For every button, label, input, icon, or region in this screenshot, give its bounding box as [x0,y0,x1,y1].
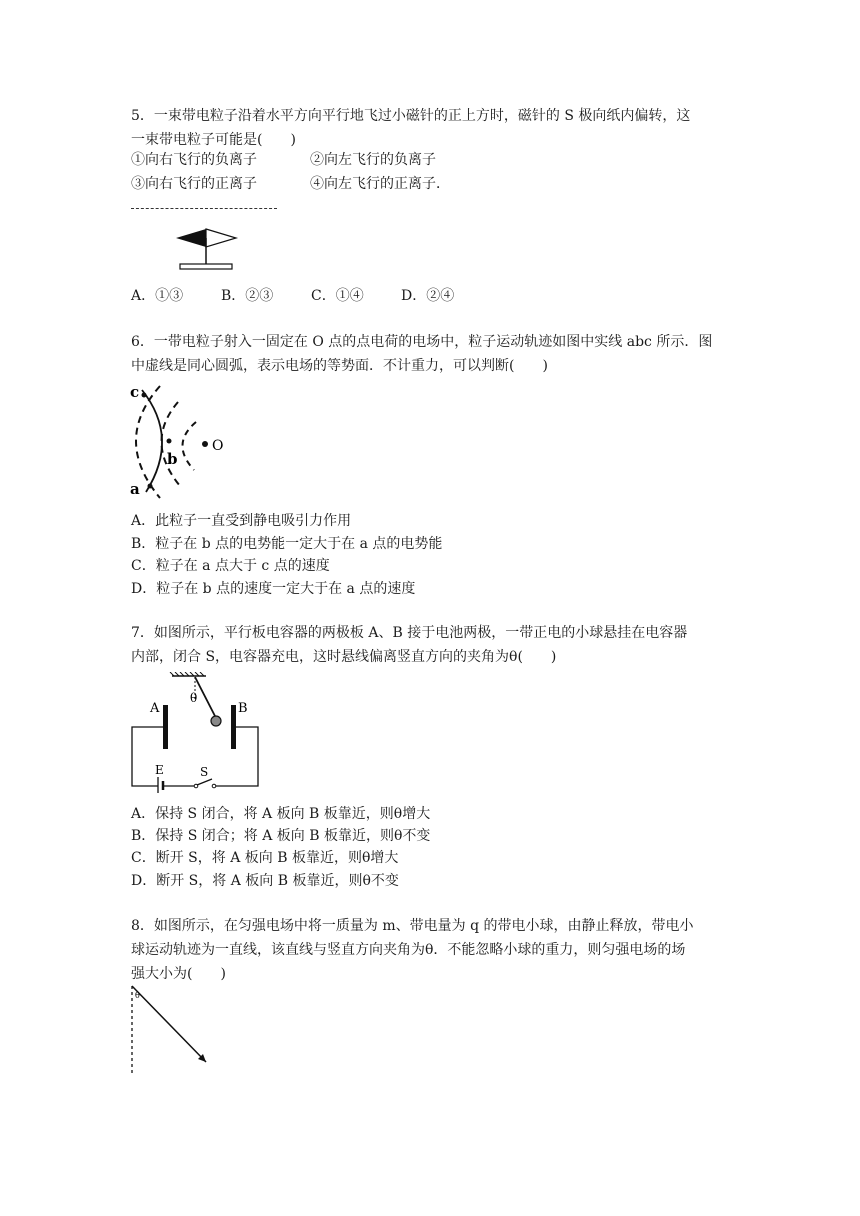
question-7-line-2: 内部，闭合 S，电容器充电，这时悬线偏离竖直方向的夹角为θ( ) [131,649,557,665]
question-6-line-2: 中虚线是同心圆弧，表示电场的等势面．不计重力，可以判断( ) [131,358,548,374]
wire-right [216,727,258,786]
label-o: O [212,438,224,454]
suspension-thread [195,677,216,718]
question-6-choice-d: D．粒子在 b 点的速度一定大于在 a 点的速度 [131,581,416,597]
question-7-choice-c: C．断开 S，将 A 板向 B 板靠近，则θ增大 [131,850,399,866]
question-5-choice-a: A．①③ [131,288,184,304]
question-6-stem [131,330,731,378]
trajectory-line [132,986,206,1062]
point-c [142,393,147,398]
question-6-choice-c: C．粒子在 a 点大于 c 点的速度 [131,558,330,574]
label-c: c [130,383,140,401]
question-5-choice-c: C．①④ [311,288,364,304]
needle-base [180,264,232,269]
question-7-choice-d: D．断开 S，将 A 板向 B 板靠近，则θ不变 [131,873,399,889]
question-6-choice-a: A．此粒子一直受到静电吸引力作用 [131,513,352,529]
needle-dark-half [176,229,206,247]
point-o [202,441,208,447]
compass-needle-figure [170,226,240,272]
question-6-line-1: 6．一带电粒子射入一固定在 O 点的点电荷的电场中，粒子运动轨迹如图中实线 abc 所示．图 [131,334,713,350]
question-7-stem [131,621,731,669]
equipotential-figure [120,378,240,500]
question-6-choice-b: B．粒子在 b 点的电势能一定大于在 a 点的电势能 [131,536,443,552]
label-battery: E [155,763,164,777]
question-5-item-2: ②向左飞行的负离子 [310,152,436,168]
point-a [148,484,153,489]
label-b: b [167,450,178,468]
question-7-choice-a: A．保持 S 闭合，将 A 板向 B 板靠近，则θ增大 [131,806,431,822]
question-5-line-1: 5．一束带电粒子沿着水平方向平行地飞过小磁针的正上方时，磁针的 S 极向纸内偏转，这 [131,108,691,124]
question-5-stem [131,104,731,152]
question-8-stem [131,914,731,986]
point-b [167,439,172,444]
switch-blade [197,779,212,785]
plate-a [163,705,168,749]
question-5-choice-b: B．②③ [221,288,274,304]
trajectory-angle-figure [126,984,216,1076]
wire-dashed-line [131,208,277,209]
switch-contact [212,784,216,788]
label-plate-a: A [150,701,160,716]
question-5-choice-d: D．②④ [401,288,455,304]
question-5-item-1: ①向右飞行的负离子 [131,152,257,168]
question-5-item-3: ③向右飞行的正离子 [131,176,257,192]
equipotential-arc-middle [161,402,180,486]
equipotential-arc-inner [182,422,196,470]
question-5-line-2: 一束带电粒子可能是( ) [131,132,296,148]
question-8-line-1: 8．如图所示，在匀强电场中将一质量为 m、带电量为 q 的带电小球，由静止释放，带电小 [131,918,694,934]
capacitor-circuit-figure [128,672,262,794]
question-7-line-1: 7．如图所示，平行板电容器的两极板 A、B 接于电池两极，一带正电的小球悬挂在电容器 [131,625,688,641]
question-8-line-2: 球运动轨迹为一直线，该直线与竖直方向夹角为θ．不能忽略小球的重力，则匀强电场的场 [131,942,686,958]
charged-ball [211,716,221,726]
label-plate-b: B [238,701,248,716]
angle-label: θ [135,991,140,1000]
plate-b [231,705,236,749]
angle-label: θ [190,691,198,705]
label-a: a [130,480,140,498]
question-8-line-3: 强大小为( ) [131,966,226,982]
question-5-item-4: ④向左飞行的正离子． [310,176,450,192]
question-7-choice-b: B．保持 S 闭合；将 A 板向 B 板靠近，则θ不变 [131,828,431,844]
label-switch: S [200,765,209,779]
needle-light-half [206,229,236,247]
